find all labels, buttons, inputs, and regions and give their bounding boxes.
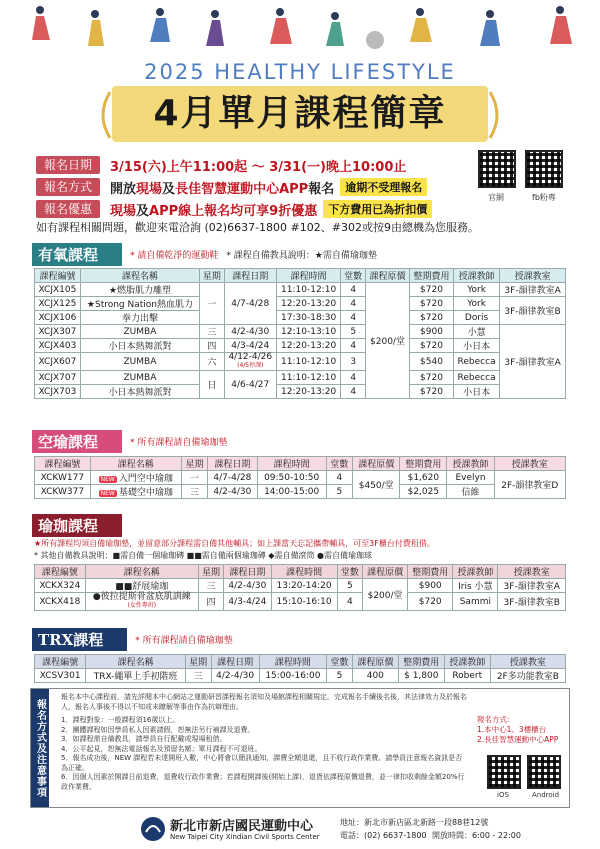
date-text: 4/12-4/26: [228, 352, 273, 362]
cell: 4: [341, 311, 366, 325]
table-row: [35, 593, 566, 611]
cell: 一: [181, 471, 207, 485]
cell: [90, 471, 181, 485]
year-title: 2025 HEALTHY LIFESTYLE: [144, 60, 456, 84]
room-cell: 2F-韻律教室D: [494, 471, 565, 499]
method-post: 報名: [308, 181, 335, 197]
cell: 四: [198, 593, 223, 611]
cell: 5: [327, 669, 353, 683]
org-name: 新北市新店國民運動中心: [170, 819, 314, 834]
cell: Evelyn: [447, 471, 494, 485]
reg-item: 1.本中心1、3樓櫃台: [477, 725, 547, 734]
cell: 三: [200, 325, 225, 339]
price-cell: $450/堂: [353, 471, 400, 499]
cell: Rebecca: [453, 371, 499, 385]
notice-side-title: 報名方式及注意事項: [31, 689, 49, 807]
yoga-note-1: ★所有課程均須自備瑜珈墊，並留意部分課程需自備其他輔具；如上課當天忘記攜帶輔具，可至3F櫃台付費租借。: [34, 539, 435, 548]
cell: 12:20-13:20: [276, 297, 340, 311]
cell: XCJX125: [35, 297, 81, 311]
qr-ios-icon[interactable]: [487, 755, 521, 789]
cell: 11:10-12:10: [276, 353, 340, 371]
suspended-note: (4/5停課): [237, 362, 264, 369]
cell: 六: [200, 353, 225, 371]
header-cell: 堂數: [341, 269, 366, 283]
cell: Iris 小慧: [453, 579, 498, 593]
method-pre: 開放: [110, 181, 137, 197]
cell: ★Strong Nation熱血肌力: [80, 297, 199, 311]
cell: XCJX607: [35, 353, 81, 371]
room-cell: 3F-韻律教室B: [500, 297, 566, 325]
header-cell: 課程編號: [35, 457, 91, 471]
room-cell: 3F-韻律教室A: [500, 283, 566, 297]
footer: [0, 812, 600, 849]
price-cell: $200/堂: [366, 283, 410, 399]
cell: $900: [408, 579, 453, 593]
cell: 15:00-16:00: [259, 669, 326, 683]
method-mid: 及: [162, 181, 176, 197]
yoga-note-2: * 其他自備教具說明：■需自備一個瑜珈磚 ■■需自備兩個瑜珈磚 ◆需自備滾筒 ●需自備瑜珈球: [34, 551, 372, 560]
qr-ios-caption: iOS: [497, 791, 509, 799]
header-cell: 星期: [198, 565, 223, 579]
cell: York: [453, 283, 499, 297]
trx-section-header: [32, 628, 233, 650]
aerobic-table: [34, 268, 566, 399]
cell: 小日本熱舞派對: [80, 339, 199, 353]
cell: $900: [410, 325, 454, 339]
aerial-section-header: [32, 430, 227, 452]
trx-note: * 所有課程請自備瑜珈墊: [135, 635, 233, 646]
header-cell: 課程時間: [257, 457, 326, 471]
cell: 4: [337, 593, 362, 611]
discount-text: [110, 200, 317, 219]
cell: XCKW177: [35, 471, 91, 485]
cell: 4/2-4/30: [224, 325, 276, 339]
cell: $2,025: [400, 485, 447, 499]
center-logo-icon: [140, 816, 166, 842]
header-cell: 課程原價: [352, 655, 398, 669]
table-row: [35, 311, 566, 325]
header-cell: 堂數: [337, 565, 362, 579]
cell: 4/7-4/28: [208, 471, 257, 485]
aerobic-note-1: * 請自備乾淨的運動鞋: [130, 250, 219, 261]
yoga-section-header: [32, 514, 122, 536]
method-onsite: 現場: [136, 181, 163, 197]
cell: XCJX403: [35, 339, 81, 353]
header-cell: 課程原價: [366, 269, 410, 283]
discount-label: 報名優惠: [36, 200, 100, 218]
method-tag: 逾期不受理報名: [340, 178, 427, 196]
header-cell: 整期費用: [400, 457, 447, 471]
cell: XCSV301: [35, 669, 86, 683]
cell: 4/2-4/30: [224, 579, 271, 593]
reg-item: 2.長佳智慧運動中心APP: [477, 735, 559, 744]
cell: York: [453, 297, 499, 311]
cell: 14:00-15:00: [257, 485, 326, 499]
cell: 三: [198, 579, 223, 593]
table-row: [35, 339, 566, 353]
cell: 12:20-13:20: [276, 339, 340, 353]
qr-official-icon[interactable]: [478, 150, 516, 188]
cell: ZUMBA: [80, 353, 199, 371]
cell: $720: [410, 311, 454, 325]
cell: XCJX106: [35, 311, 81, 325]
notice-text: [61, 693, 469, 792]
cell: 小日本熱舞派對: [80, 385, 199, 399]
header-cell: 課程名稱: [80, 269, 199, 283]
cell: 12:20-13:20: [276, 385, 340, 399]
cell: [224, 353, 276, 371]
cell: 4: [341, 283, 366, 297]
qr-android-icon[interactable]: [527, 755, 561, 789]
date-label: 報名日期: [36, 156, 100, 174]
header-cell: 課程日期: [224, 565, 271, 579]
aerobic-section-header: [32, 243, 377, 265]
cell: XCKW377: [35, 485, 91, 499]
yoga-table: [34, 564, 566, 611]
header-cell: 課程原價: [363, 565, 408, 579]
cell: 5: [341, 325, 366, 339]
discount-app: APP線上報名: [149, 203, 231, 219]
registration-methods: [477, 715, 558, 745]
laurel-right-icon: [486, 90, 506, 140]
cell: XCJX707: [35, 371, 81, 385]
info-discount-row: [36, 199, 432, 219]
header-cell: 星期: [181, 457, 207, 471]
cell: 4/2-4/30: [211, 669, 259, 683]
header-cell: 課程名稱: [90, 457, 181, 471]
header-cell: 課程原價: [353, 457, 400, 471]
qr-official-caption: 官網: [488, 193, 504, 202]
table-row: [35, 385, 566, 399]
header-cell: 星期: [200, 269, 225, 283]
cell: 小日本: [453, 385, 499, 399]
reg-title: 報名方式：: [477, 715, 515, 724]
header-cell: 堂數: [326, 457, 352, 471]
notice-item: 4．公平起見，恕無法電話報名及預留名額；單月課程不可退班。: [61, 744, 262, 753]
cell: $ 1,800: [398, 669, 444, 683]
cell: 小慧: [453, 325, 499, 339]
cell: 四: [200, 339, 225, 353]
notice-box: [30, 688, 570, 808]
cell: 日: [200, 371, 225, 399]
cell: 三: [181, 485, 207, 499]
cell: XCJX105: [35, 283, 81, 297]
table-row: [35, 485, 566, 499]
cell: $720: [410, 339, 454, 353]
cell: ★燃脂肌力雕塑: [80, 283, 199, 297]
main-title: 4月單月課程簡章: [153, 93, 447, 134]
header-cell: 課程時間: [271, 565, 337, 579]
table-row: [35, 579, 566, 593]
price-cell: $200/堂: [363, 579, 408, 611]
header-cell: 授課教室: [490, 655, 565, 669]
cell: ZUMBA: [80, 325, 199, 339]
notice-intro: 報名本中心課程前，請先詳閱本中心網站之運動研習課程報名須知及場館課程相關規定。完成報名手續後名後，其法律效力及於報名人，報名人事後不得以不知或未瞭解等事由作為抗辯理由。: [61, 693, 467, 711]
cell: 15:10-16:10: [271, 593, 337, 611]
trx-title: TRX課程: [32, 628, 127, 651]
cell: TRX-繩單上手初階班: [86, 669, 185, 683]
header-cell: 授課教室: [500, 269, 566, 283]
cell: $720: [408, 593, 453, 611]
cell: 4/3-4/24: [224, 339, 276, 353]
cell: $720: [410, 297, 454, 311]
room-cell: 3F-韻律教室B: [498, 593, 566, 611]
phone: 電話：(02) 6637-1800: [340, 831, 427, 840]
header-cell: 整期費用: [408, 565, 453, 579]
cell: 信維: [447, 485, 494, 499]
trx-header-row: [35, 655, 566, 669]
header-cell: 課程日期: [208, 457, 257, 471]
cell: 3: [341, 353, 366, 371]
female-class-note: (女性專班): [127, 602, 157, 609]
method-label: 報名方式: [36, 178, 100, 196]
cell: 12:10-13:10: [276, 325, 340, 339]
new-badge: NEW: [100, 490, 115, 497]
method-text: [110, 178, 334, 197]
cell: XCKX324: [35, 579, 86, 593]
course-name: ●彼拉提斯骨盆底肌訓練: [92, 592, 191, 602]
notice-item: 6．因個人因素於開課日前退費，退費收行政作業費；若課程開課後(開始上課)，退貨依課程原價退費，並一律扣收剩餘金額20%行政作業費。: [61, 773, 465, 791]
qr-fb-icon[interactable]: [525, 150, 563, 188]
discount-mid: 及: [136, 203, 150, 219]
cell: 13:20-14:20: [271, 579, 337, 593]
new-badge: NEW: [100, 476, 115, 483]
cell: 2F多功能教室B: [490, 669, 565, 683]
cell: 5: [337, 579, 362, 593]
info-method-row: [36, 177, 427, 197]
cell: 4: [326, 471, 352, 485]
header-cell: 課程日期: [224, 269, 276, 283]
cell: 4/7-4/28: [224, 283, 276, 325]
room-cell: 3F-韻律教室A: [500, 325, 566, 399]
cell: [90, 485, 181, 499]
cell: 400: [352, 669, 398, 683]
org-name-en: New Taipei City Xindian Civil Sports Center: [170, 833, 320, 841]
course-name: 入門空中瑜珈: [118, 474, 173, 484]
discount-pre: 現場: [110, 203, 137, 219]
table-row: [35, 471, 566, 485]
header-cell: 課程名稱: [86, 655, 185, 669]
cell: 4: [341, 297, 366, 311]
header-cell: 課程編號: [35, 269, 81, 283]
cell: 4/2-4/30: [208, 485, 257, 499]
yoga-header-row: [35, 565, 566, 579]
discount-post: 均可享9折優惠: [230, 203, 318, 219]
cell: 17:30-18:30: [276, 311, 340, 325]
table-row: [35, 353, 566, 371]
room-cell: 3F-韻律教室A: [498, 579, 566, 593]
table-row: [35, 669, 566, 683]
opening-hours: 開放時間：6:00 - 22:00: [432, 831, 521, 840]
aerial-table: [34, 456, 566, 499]
cell: 5: [326, 485, 352, 499]
header-cell: 星期: [185, 655, 211, 669]
header-cell: 整期費用: [410, 269, 454, 283]
cell: Sammi: [453, 593, 498, 611]
header-cell: 堂數: [327, 655, 353, 669]
notice-item: 1．課程對象：一般課程須16歲以上。: [61, 716, 180, 724]
cell: 小日本: [453, 339, 499, 353]
method-app: 長佳智慧運動中心APP: [175, 181, 309, 197]
notice-item: 2．團體課程如因學員私人因素請假，恕無法另行補課及退費。: [61, 725, 255, 734]
cell: Rebecca: [453, 353, 499, 371]
cell: $540: [410, 353, 454, 371]
header-cell: 授課教室: [494, 457, 565, 471]
cell: 09:50-10:50: [257, 471, 326, 485]
cell: 4: [341, 385, 366, 399]
cell: $720: [410, 385, 454, 399]
cell: Doris: [453, 311, 499, 325]
info-date-row: [36, 155, 406, 175]
cell: XCKX418: [35, 593, 86, 611]
cell: ZUMBA: [80, 371, 199, 385]
cell: 一: [200, 283, 225, 325]
header-cell: 授課教師: [453, 565, 498, 579]
discount-tag: 下方費用已為折扣價: [323, 200, 432, 218]
cell: ■■舒展瑜珈: [85, 579, 198, 593]
cell: $720: [410, 283, 454, 297]
hero-illustration: [0, 0, 600, 56]
cell: 4: [341, 339, 366, 353]
table-row: [35, 325, 566, 339]
main-title-banner: [112, 86, 488, 142]
cell: 4/3-4/24: [224, 593, 271, 611]
header-cell: 授課教師: [453, 269, 499, 283]
cell: Robert: [444, 669, 490, 683]
header-cell: 授課教師: [447, 457, 494, 471]
cell: [85, 593, 198, 611]
cell: 11:10-12:10: [276, 371, 340, 385]
laurel-left-icon: [94, 90, 114, 140]
header-cell: 課程時間: [276, 269, 340, 283]
contact-note: 如有課程相關問題，歡迎來電洽詢 (02)6637-1800 #102、#302或按9由總機為您服務。: [36, 221, 479, 234]
header-cell: 整期費用: [398, 655, 444, 669]
header-cell: 課程編號: [35, 655, 86, 669]
course-name: 基礎空中瑜珈: [118, 488, 173, 498]
cell: 11:10-12:10: [276, 283, 340, 297]
cell: $1,620: [400, 471, 447, 485]
aerial-title: 空瑜課程: [32, 430, 122, 453]
header-cell: 授課教師: [444, 655, 490, 669]
table-row: [35, 297, 566, 311]
header-cell: 課程時間: [259, 655, 326, 669]
aerial-note: * 所有課程請自備瑜珈墊: [130, 437, 228, 448]
aerobic-title: 有氧課程: [32, 243, 122, 266]
notice-item: 3．如課程需自備教具，請學員自行配戴或現場租借。: [61, 735, 227, 743]
header-cell: 授課教室: [498, 565, 566, 579]
qr-fb-caption: fb粉專: [532, 193, 556, 202]
date-text: 3/15(六)上午11:00起 ～ 3/31(一)晚上10:00止: [110, 159, 407, 175]
yoga-title: 瑜珈課程: [32, 514, 122, 537]
cell: 4: [341, 371, 366, 385]
cell: $720: [410, 371, 454, 385]
aerial-header-row: [35, 457, 566, 471]
cell: XCJX703: [35, 385, 81, 399]
trx-table: [34, 654, 566, 683]
table-row: [35, 371, 566, 385]
cell: 拳力出擊: [80, 311, 199, 325]
header-cell: 課程編號: [35, 565, 86, 579]
aerobic-note-2: * 課程自備教具說明：★需自備瑜珈墊: [226, 250, 377, 261]
qr-android-caption: Android: [532, 791, 560, 799]
cell: XCJX307: [35, 325, 81, 339]
table-row: [35, 283, 566, 297]
cell: 三: [185, 669, 211, 683]
notice-item: 5．報名成功後，NEW 課程若未達開班人數，中心將會以簡訊通知，課費全額退還，且不收行政作業費。請學員注意報名資訊是否為正確。: [61, 754, 463, 772]
address: 地址：新北市新店區北新路一段88巷12號: [340, 818, 489, 827]
aerobic-header-row: [35, 269, 566, 283]
header-cell: 課程名稱: [85, 565, 198, 579]
header-cell: 課程日期: [211, 655, 259, 669]
cell: 4/6-4/27: [224, 371, 276, 399]
